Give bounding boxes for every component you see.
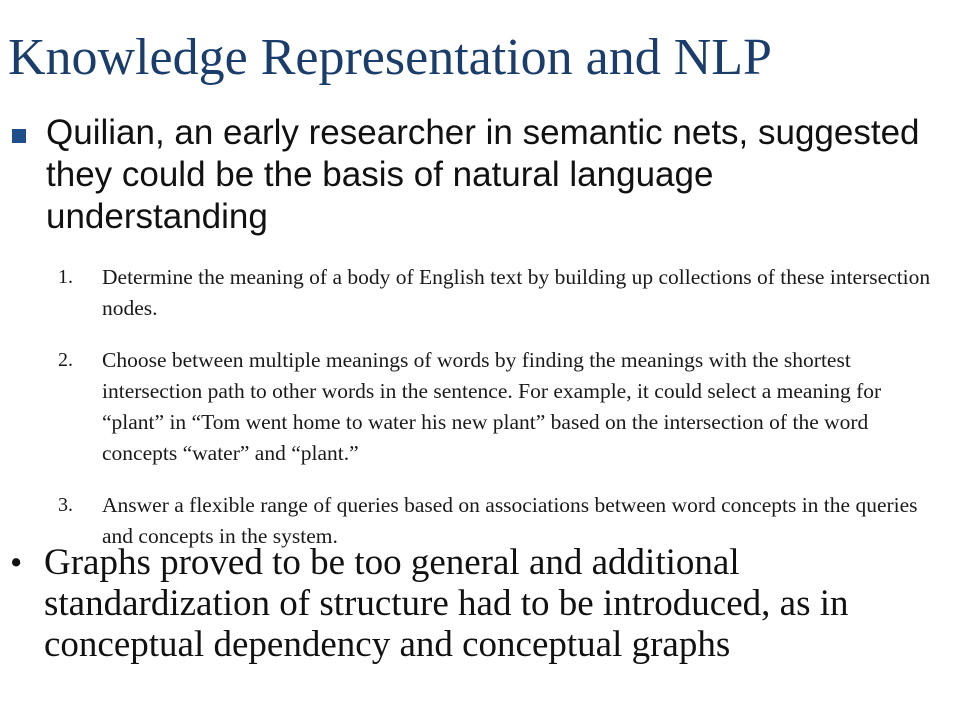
square-bullet-icon (12, 129, 26, 143)
bullet-quilian-text: Quilian, an early researcher in semantic nets, suggested they could be the basis of natural language understanding (46, 113, 920, 236)
numbered-steps-list (48, 262, 933, 552)
step-text: Choose between multiple meanings of words by finding the meanings with the shortest intersection path to other words in the sentence. For example, it could select a meaning for “plant” in “Tom went home to water his new plant” based on the intersection of the word concepts “water” and “plant.” (102, 348, 882, 465)
step-number: 3. (58, 494, 73, 516)
step-number: 1. (58, 266, 73, 288)
dot-bullet-icon: • (10, 543, 23, 582)
bullet-graphs (10, 542, 940, 665)
step-text: Answer a flexible range of queries based on associations between word concepts in the queries and concepts in the system. (102, 493, 918, 548)
bullet-quilian (12, 112, 932, 238)
slide-title: Knowledge Representation and NLP (8, 29, 772, 86)
step-item-2 (48, 345, 933, 469)
bullet-graphs-text: Graphs proved to be too general and additional standardization of structure had to be introduced, as in conceptual dependency and conceptual graphs (44, 542, 849, 665)
step-text: Determine the meaning of a body of English text by building up collections of these intersection nodes. (102, 265, 931, 320)
step-item-1 (48, 262, 933, 324)
step-number: 2. (58, 349, 73, 371)
